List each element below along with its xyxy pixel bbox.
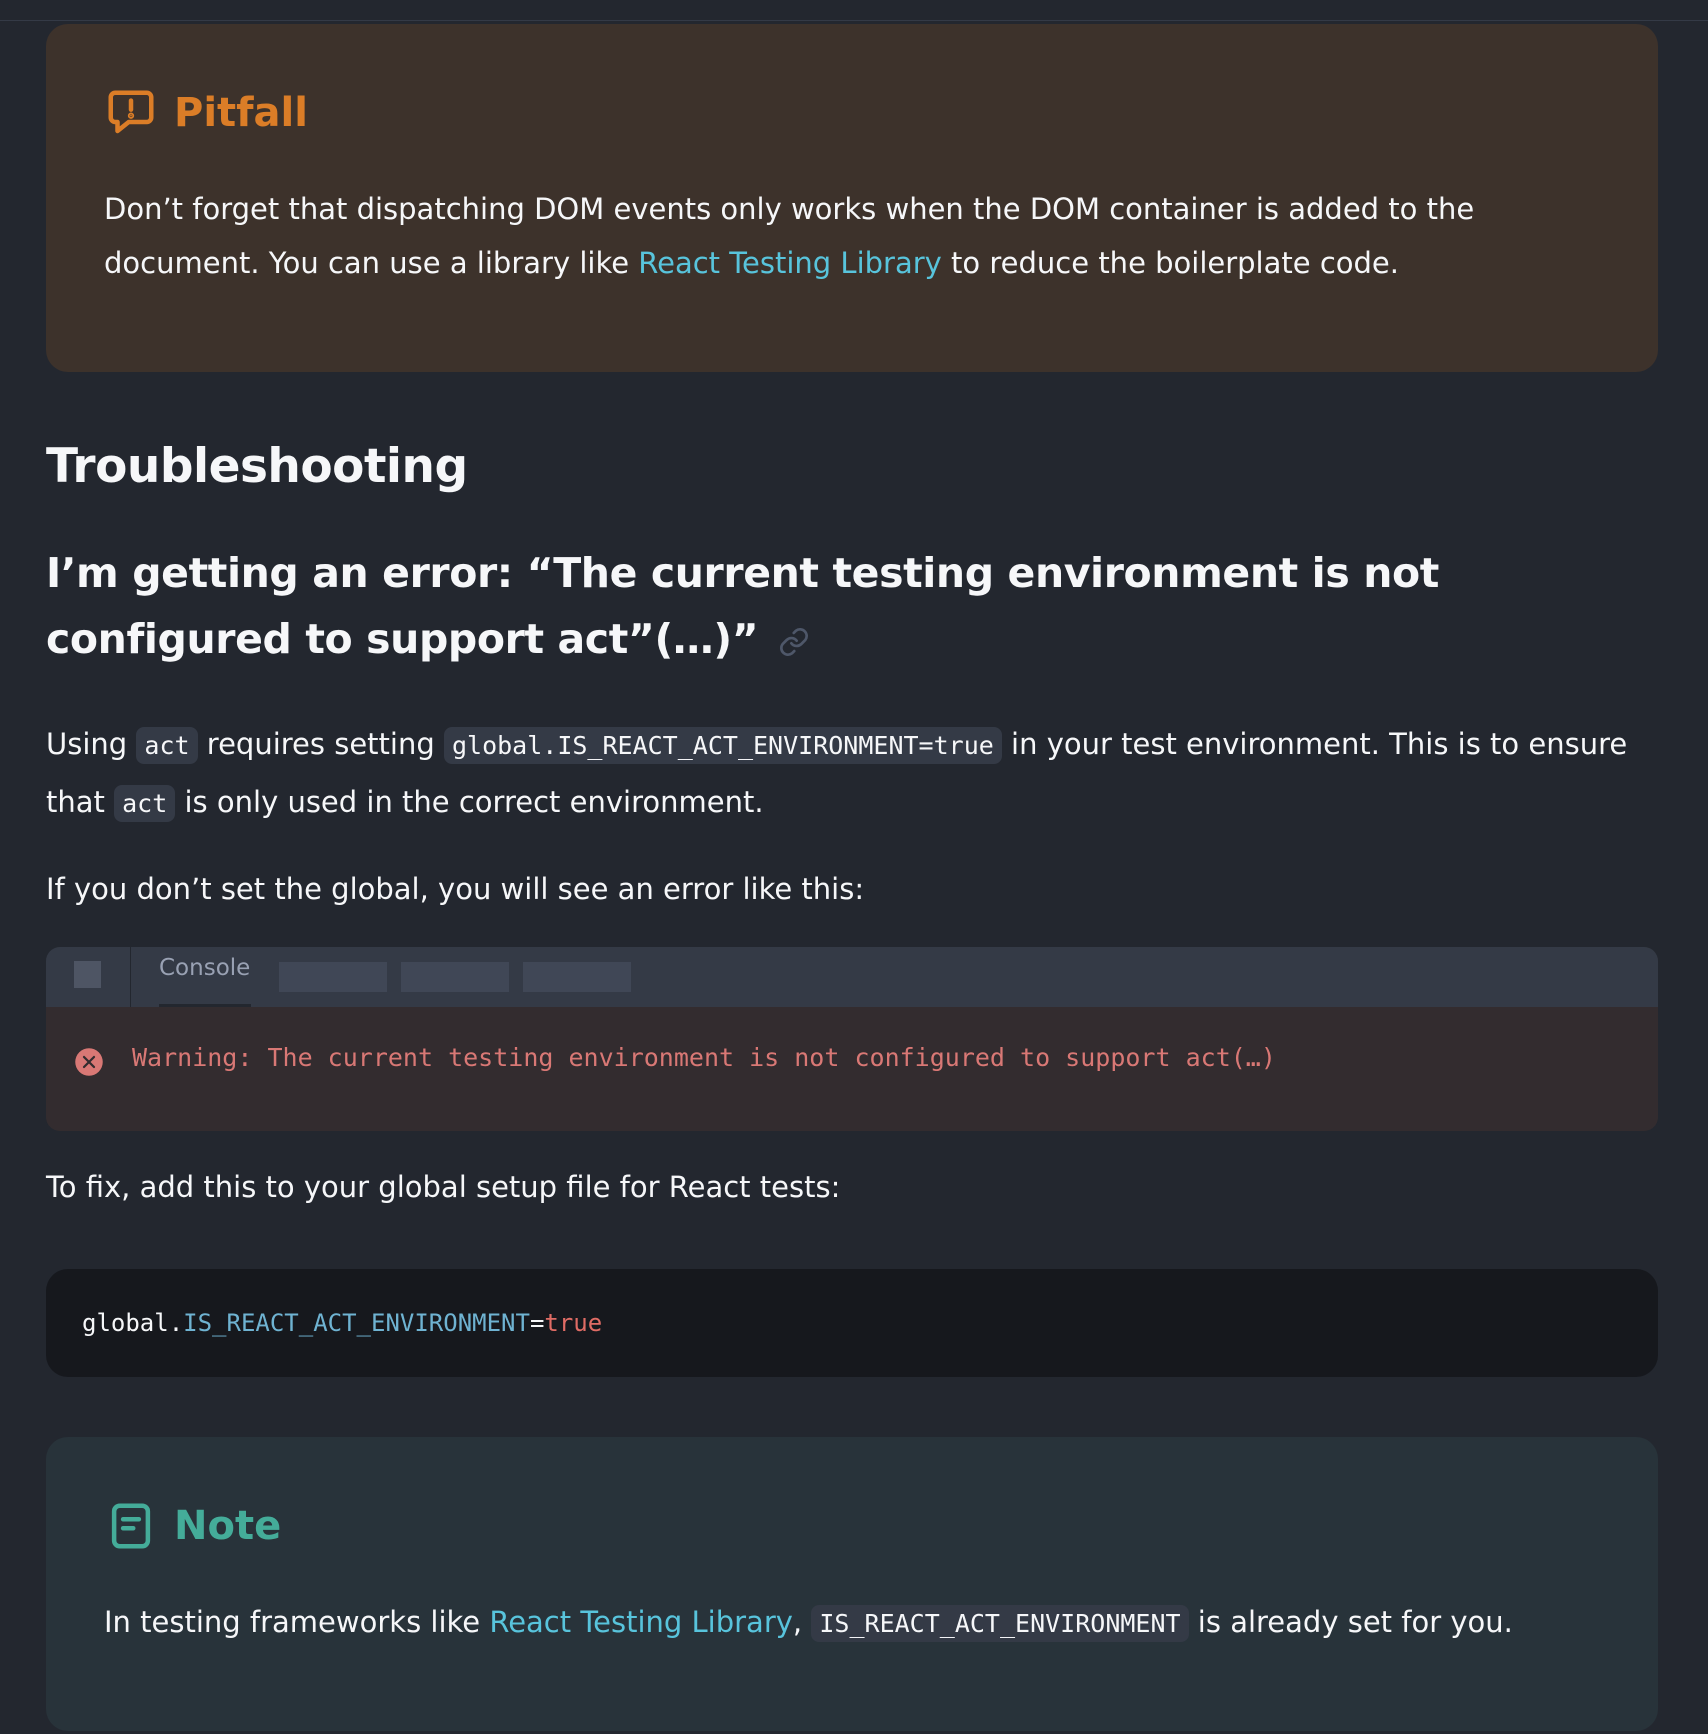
console-error-row	[46, 1007, 1658, 1131]
pitfall-text-after: to reduce the boilerplate code.	[941, 246, 1399, 280]
console-tab-placeholder	[401, 962, 509, 992]
code-equals: =	[529, 1309, 545, 1337]
console-tab[interactable]: Console	[159, 947, 251, 1007]
note-header	[104, 1493, 1600, 1559]
main-content	[46, 24, 1658, 1731]
pitfall-title: Pitfall	[174, 90, 308, 136]
console-toolbar-left	[46, 947, 131, 1007]
note-title: Note	[174, 1503, 282, 1549]
inline-code-act-2: act	[114, 785, 175, 822]
inline-code-env: IS_REACT_ACT_ENVIRONMENT	[811, 1605, 1188, 1642]
code-value: true	[544, 1309, 603, 1337]
note-text-3: is already set for you.	[1188, 1605, 1513, 1639]
error-intro-paragraph: If you don’t set the global, you will see an error like this:	[46, 872, 865, 906]
pitfall-header	[104, 80, 1600, 146]
inline-code-global-setting: global.IS_REACT_ACT_ENVIRONMENT=true	[444, 727, 1002, 764]
inline-code-act: act	[136, 727, 197, 764]
console-tab-placeholder	[279, 962, 387, 992]
note-text	[104, 1595, 1600, 1651]
note-icon	[104, 1499, 158, 1553]
pitfall-icon	[104, 86, 158, 140]
console-error-message: Warning: The current testing environment is not configured to support act(…)	[132, 1043, 1276, 1072]
para1-text-1: Using	[46, 727, 137, 761]
link-anchor-icon[interactable]	[778, 626, 810, 658]
note-text-1: In testing frameworks like	[104, 1605, 490, 1639]
error-subheading	[46, 540, 1658, 672]
code-block	[46, 1269, 1658, 1377]
code-property: IS_REACT_ACT_ENVIRONMENT	[183, 1309, 530, 1337]
para1-text-2: requires setting	[197, 727, 444, 761]
code-object: global.	[82, 1309, 184, 1337]
top-divider	[0, 0, 1708, 21]
note-text-2: ,	[792, 1605, 812, 1639]
console-tab-placeholder	[523, 962, 631, 992]
pitfall-text	[104, 182, 1600, 290]
troubleshooting-heading: Troubleshooting	[46, 439, 468, 494]
para1-text-3: in your test environment. This is to ensure that	[46, 727, 1628, 819]
pitfall-callout	[46, 24, 1658, 372]
console-square-icon	[74, 961, 101, 988]
console-toolbar	[46, 947, 1658, 1007]
para1-text-4: is only used in the correct environment.	[175, 785, 764, 819]
error-subheading-text: I’m getting an error: “The current testing environment is not configured to support act”(…)”	[46, 549, 1439, 663]
note-callout	[46, 1437, 1658, 1731]
react-testing-library-link-note[interactable]: React Testing Library	[489, 1605, 793, 1639]
pitfall-text-before: Don’t forget that dispatching DOM events only works when the DOM container is added to the document. You can use a library like	[104, 192, 1475, 280]
react-testing-library-link[interactable]: React Testing Library	[638, 246, 942, 280]
fix-intro-paragraph: To fix, add this to your global setup file for React tests:	[46, 1170, 841, 1204]
act-requirement-paragraph	[46, 716, 1658, 832]
console-block	[46, 947, 1658, 1131]
error-circle-icon	[74, 1047, 104, 1077]
